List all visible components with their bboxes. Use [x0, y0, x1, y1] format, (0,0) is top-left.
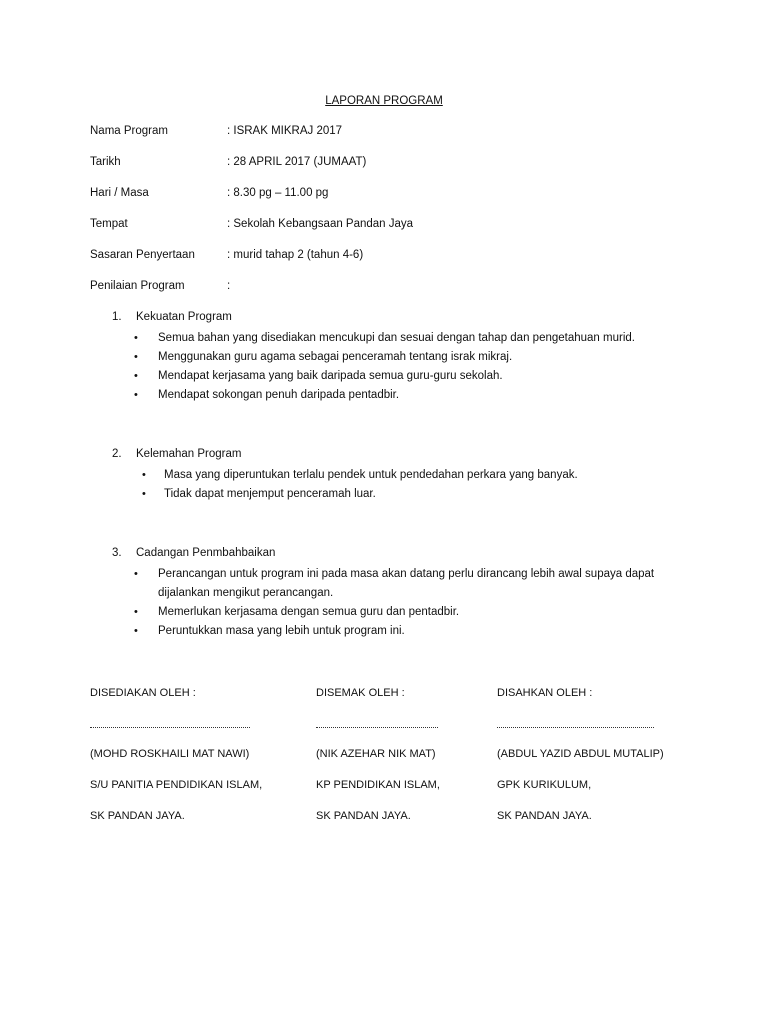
- signature-name: (ABDUL YAZID ABDUL MUTALIP): [497, 748, 664, 760]
- info-label: Tarikh: [90, 156, 121, 168]
- section-kekuatan-program: [112, 311, 672, 405]
- list-item-text: Mendapat kerjasama yang baik daripada semua guru-guru sekolah.: [158, 370, 503, 382]
- list-item: [112, 622, 672, 641]
- info-label: Penilaian Program: [90, 280, 185, 292]
- signature-position: S/U PANITIA PENDIDIKAN ISLAM,: [90, 779, 263, 791]
- section-title: Kelemahan Program: [136, 448, 242, 460]
- section-cadangan-penambahbaikan: [112, 547, 672, 641]
- bullet-list: [112, 565, 672, 641]
- section-kelemahan-program: [112, 448, 672, 504]
- list-item: [112, 367, 672, 386]
- signature-line: [497, 727, 654, 728]
- bullet-icon: •: [134, 389, 138, 401]
- section-heading: [112, 547, 672, 565]
- bullet-icon: •: [142, 488, 146, 500]
- signature-position: GPK KURIKULUM,: [497, 779, 592, 791]
- list-item-text: Memerlukan kerjasama dengan semua guru dan pentadbir.: [158, 606, 460, 618]
- info-value: : 8.30 pg – 11.00 pg: [227, 187, 329, 199]
- signature-position: KP PENDIDIKAN ISLAM,: [316, 779, 440, 791]
- section-title: Kekuatan Program: [136, 311, 232, 323]
- info-value: : Sekolah Kebangsaan Pandan Jaya: [227, 218, 414, 230]
- bullet-icon: •: [134, 568, 138, 580]
- info-value: : 28 APRIL 2017 (JUMAAT): [227, 156, 367, 168]
- section-heading: [112, 311, 672, 329]
- signature-heading: DISEMAK OLEH :: [316, 687, 405, 699]
- info-value: :: [227, 280, 231, 292]
- info-label: Sasaran Penyertaan: [90, 249, 195, 261]
- signature-school: SK PANDAN JAYA.: [90, 810, 185, 822]
- signature-heading: DISAHKAN OLEH :: [497, 687, 593, 699]
- signature-line: [90, 727, 250, 728]
- section-number: 2.: [112, 448, 122, 460]
- signature-school: SK PANDAN JAYA.: [316, 810, 411, 822]
- list-item-text: Menggunakan guru agama sebagai penceramah tentang israk mikraj.: [158, 351, 513, 363]
- list-item-text: Semua bahan yang disediakan mencukupi dan sesuai dengan tahap dan pengetahuan murid.: [158, 332, 635, 344]
- bullet-icon: •: [134, 625, 138, 637]
- bullet-list: [112, 329, 672, 405]
- list-item: [112, 348, 672, 367]
- list-item: [112, 386, 672, 405]
- info-label: Tempat: [90, 218, 128, 230]
- bullet-icon: •: [134, 351, 138, 363]
- list-item: [112, 466, 672, 485]
- section-number: 3.: [112, 547, 122, 559]
- info-label: Hari / Masa: [90, 187, 149, 199]
- signature-line: [316, 727, 438, 728]
- list-item: [112, 329, 672, 348]
- signature-name: (NIK AZEHAR NIK MAT): [316, 748, 436, 760]
- bullet-list: [112, 466, 672, 504]
- document-title: LAPORAN PROGRAM: [325, 95, 443, 107]
- list-item-text: Tidak dapat menjemput penceramah luar.: [164, 488, 376, 500]
- signature-name: (MOHD ROSKHAILI MAT NAWI): [90, 748, 250, 760]
- signature-school: SK PANDAN JAYA.: [497, 810, 592, 822]
- list-item-text: Masa yang diperuntukan terlalu pendek untuk pendedahan perkara yang banyak.: [164, 469, 578, 481]
- bullet-icon: •: [134, 370, 138, 382]
- section-heading: [112, 448, 672, 466]
- list-item: [112, 603, 672, 622]
- info-label: Nama Program: [90, 125, 168, 137]
- list-item: [112, 485, 672, 504]
- info-value: : ISRAK MIKRAJ 2017: [227, 125, 343, 137]
- bullet-icon: •: [134, 332, 138, 344]
- bullet-icon: •: [142, 469, 146, 481]
- section-title: Cadangan Penmbahbaikan: [136, 547, 276, 559]
- bullet-icon: •: [134, 606, 138, 618]
- list-item-text: Mendapat sokongan penuh daripada pentadbir.: [158, 389, 400, 401]
- list-item: [112, 565, 672, 603]
- list-item-text: Perancangan untuk program ini pada masa akan datang perlu dirancang lebih awal supaya dapat dijalankan mengikut perancangan.: [158, 568, 655, 599]
- list-item-text: Peruntukkan masa yang lebih untuk program ini.: [158, 625, 405, 637]
- section-number: 1.: [112, 311, 122, 323]
- signature-heading: DISEDIAKAN OLEH :: [90, 687, 196, 699]
- info-value: : murid tahap 2 (tahun 4-6): [227, 249, 364, 261]
